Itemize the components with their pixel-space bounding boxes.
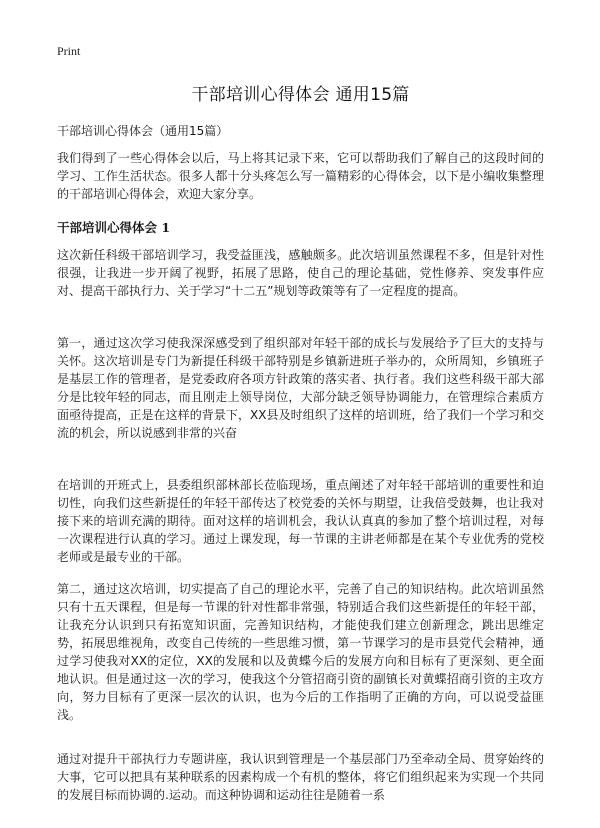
body-paragraph: 第一，通过这次学习使我深深感受到了组织部对年轻干部的成长与发展给予了巨大的支持与关怀。这次培训是专门为新提任科级干部特别是乡镇新进班子举办的，众所周知，乡镇班子是基层工作的管理者，是党委政府各项方针政策的落实者、执行者。我们这些科级干部大部分是比较年轻的同志，而且刚走上领导岗位，大部分缺乏领导协调能力，在管理综合素质方面亟待提高，正是在这样的背景下，XX县及时组织了这样的培训班，给了我们一个学习和交流的机会，所以说感到非常的兴奋 <box>57 336 544 440</box>
body-paragraph: 这次新任科级干部培训学习，我受益匪浅，感触颇多。此次培训虽然课程不多，但是针对性很强，让我进一步开阔了视野，拓展了思路，使自己的理论基础，党性修养、突发事件应对、提高干部执行力、关于学习“十二五”规划等政策等有了一定程度的提高。 <box>57 248 544 298</box>
document-title: 干部培训心得体会 通用15篇 <box>191 85 410 105</box>
print-label[interactable]: Print <box>57 44 81 58</box>
document-subtitle: 干部培训心得体会（通用15篇） <box>57 124 229 138</box>
body-paragraph: 通过对提升干部执行力专题讲座，我认识到管理是一个基层部门乃至牵动全局、贯穿始终的大事，它可以把具有某种联系的因素构成一个有机的整体，将它们组织起来为实现一个共同的发展目标而协调的.运动。而这种协调和运动往往是随着一系 <box>57 752 544 802</box>
intro-paragraph: 我们得到了一些心得体会以后，马上将其记录下来，它可以帮助我们了解自己的这段时间的学习、工作生活状态。很多人都十分头疼怎么写一篇精彩的心得体会，以下是小编收集整理的干部培训心得体会，欢迎大家分享。 <box>57 151 544 201</box>
body-paragraph: 在培训的开班式上，县委组织部林部长莅临现场，重点阐述了对年轻干部培训的重要性和迫切性，向我们这些新提任的年轻干部传达了校党委的关怀与期望，让我倍受鼓舞，也让我对接下来的培训充满的期待。面对这样的培训机会，我认认真真的参加了整个培训过程，对每一次课程进行认真的学习。通过上课发现，每一节课的主讲老师都是在某个专业优秀的党校老师或是最专业的干部。 <box>57 478 544 564</box>
body-paragraph: 第二，通过这次培训，切实提高了自己的理论水平，完善了自己的知识结构。此次培训虽然只有十五天课程，但是每一节课的针对性都非常强，特别适合我们这些新提任的年轻干部，让我充分认识到只有拓宽知识面，完善知识结构，才能使我们建立创新理念，跳出思维定势，拓展思维视角，改变自己传统的一些思维习惯，第一节课学习的是市县党代会精神，通过学习使我对XX的定位，XX的发展和以及黄蝶今后的发展方向和目标有了更深刻、更全面地认识。但是通过这一次的学习，使我这个分管招商引资的副镇长对黄蝶招商引资的主攻方向，努力目标有了更深一层次的认识，也为今后的工作指明了正确的方向，可以说受益匪浅。 <box>57 582 544 722</box>
section-heading: 干部培训心得体会 1 <box>57 220 171 235</box>
